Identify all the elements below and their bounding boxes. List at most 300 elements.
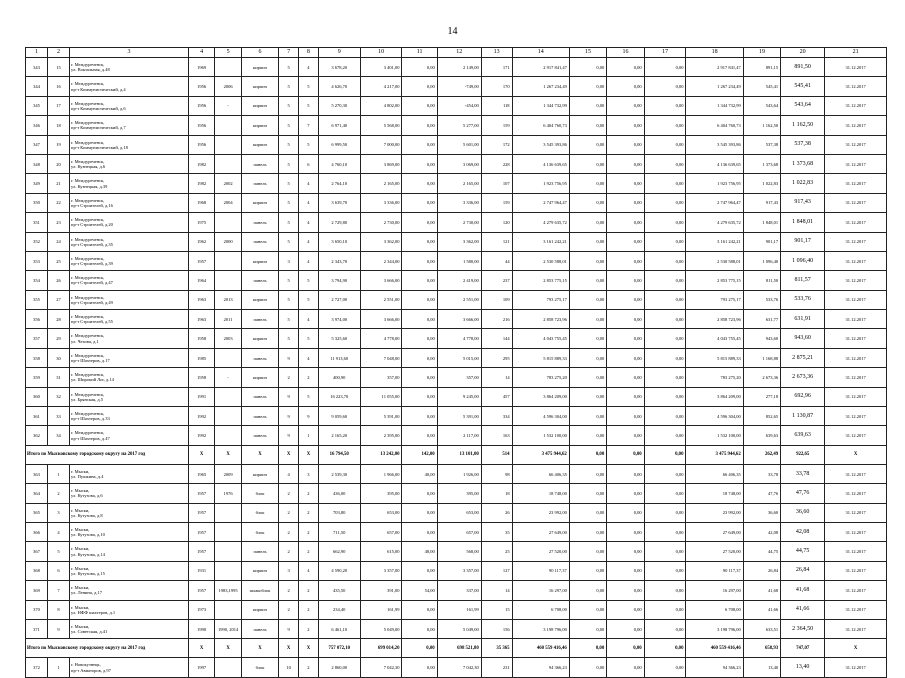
address-city: г. Мыски,	[71, 507, 90, 513]
subtotal-cell: 13 101,00	[437, 445, 481, 464]
table-cell: 31.12.2017	[825, 426, 887, 445]
table-cell: 10	[279, 658, 299, 677]
table-cell: 18 748,00	[686, 484, 743, 503]
table-cell: 7 042,30	[360, 658, 402, 677]
table-cell: 1957	[188, 581, 214, 600]
table-cell	[215, 271, 241, 290]
table-cell: 0,00	[569, 522, 606, 541]
row-index-cell: 15	[48, 58, 70, 77]
address-street: пр-т Строителей, д.20	[71, 222, 113, 228]
table-cell: 0,00	[569, 154, 606, 173]
table-cell: 783 275,20	[686, 368, 743, 387]
table-cell: 2	[299, 542, 319, 561]
table-cell: 6 708,00	[512, 600, 569, 619]
table-cell: 0,00	[607, 271, 644, 290]
table-cell: 1 923 756,95	[686, 174, 743, 193]
table-cell: 0,00	[402, 116, 437, 135]
table-cell: 2	[299, 484, 319, 503]
row-number-cell: 365	[26, 503, 48, 522]
table-cell: 2006	[215, 77, 241, 96]
table-cell: 3 357,00	[437, 561, 481, 580]
column-header: 10	[360, 48, 402, 58]
table-cell: 216	[481, 310, 512, 329]
table-cell: 5 815 889,33	[686, 348, 743, 367]
table-cell: 3 362,00	[437, 232, 481, 251]
table-cell: 2 730,00	[360, 213, 402, 232]
table-cell: 783 275,20	[512, 368, 569, 387]
address-cell	[70, 503, 189, 522]
table-cell: 15	[481, 600, 512, 619]
subtotal-cell: 3 475 944,62	[686, 445, 743, 464]
subtotal-cell: X	[825, 639, 887, 658]
table-cell: 0,00	[644, 542, 686, 561]
address-street: пр-т Коммунистический, д.18	[71, 144, 128, 150]
table-cell: 0,00	[607, 154, 644, 173]
table-cell: 3 666,00	[360, 271, 402, 290]
table-cell: 943,60	[781, 329, 825, 348]
address-city: г. Междуреченск,	[71, 236, 105, 242]
row-number-cell: 343	[26, 58, 48, 77]
address-street: ул. Кузнецкая, д.39	[71, 183, 108, 189]
table-cell: 1968	[188, 193, 214, 212]
table-cell: 2 165,00	[360, 174, 402, 193]
table-cell: 0,00	[569, 193, 606, 212]
table-row	[26, 58, 887, 77]
table-cell: 943,60	[743, 329, 780, 348]
table-cell: 6 999,50	[318, 135, 360, 154]
table-cell: 4 596 304,00	[512, 407, 569, 426]
table-cell: 0,00	[402, 600, 437, 619]
table-cell: 2 165,00	[437, 174, 481, 193]
table-row	[26, 464, 887, 483]
subtotal-cell: 0,00	[644, 639, 686, 658]
table-row	[26, 542, 887, 561]
table-cell: 2 343,70	[318, 251, 360, 270]
subtotal-cell: X	[299, 639, 319, 658]
address-street: пр-т Шахтеров, д.17	[71, 358, 110, 364]
table-cell: 1965	[188, 464, 214, 483]
row-number-cell: 358	[26, 348, 48, 367]
address-street: ул. Кутузова, д.8	[71, 512, 103, 518]
table-cell: 6 708,00	[686, 600, 743, 619]
table-cell: 277,18	[743, 387, 780, 406]
table-cell: 891,15	[743, 58, 780, 77]
table-cell: 2009	[215, 464, 241, 483]
row-index-cell: 33	[48, 407, 70, 426]
table-cell: 4 760,10	[318, 154, 360, 173]
table-cell: 0,00	[569, 600, 606, 619]
table-cell: 0,00	[402, 154, 437, 173]
address-street: ул. Кутузова, д.6	[71, 493, 103, 499]
row-number-cell: 349	[26, 174, 48, 193]
table-cell: 2 853 775,15	[686, 271, 743, 290]
table-cell: 5	[299, 271, 319, 290]
row-number-cell: 354	[26, 271, 48, 290]
table-cell: 1957	[188, 484, 214, 503]
table-cell: 5	[279, 232, 299, 251]
table-row	[26, 232, 887, 251]
table-cell: 1 267 234,49	[686, 77, 743, 96]
subtotal-label: Итого по Мысковскому городскому округу на 2017 год	[26, 445, 189, 464]
table-cell: 2011	[215, 310, 241, 329]
row-index-cell: 22	[48, 193, 70, 212]
table-cell: 1	[299, 426, 319, 445]
table-cell: 0,00	[644, 387, 686, 406]
table-cell: 0,00	[644, 581, 686, 600]
table-cell: 1 096,40	[743, 251, 780, 270]
table-cell: 2 530 588,01	[512, 251, 569, 270]
table-cell: 4 590,20	[318, 561, 360, 580]
table-cell: 0,00	[402, 213, 437, 232]
table-cell: 2	[299, 368, 319, 387]
table-cell: 5	[279, 174, 299, 193]
table-cell: 36,60	[781, 503, 825, 522]
table-cell: 1 344 732,99	[686, 96, 743, 115]
table-cell: 9	[279, 407, 299, 426]
row-index-cell: 5	[48, 542, 70, 561]
table-cell: 0,00	[607, 464, 644, 483]
table-cell: блок	[241, 658, 278, 677]
table-cell: 5 049,00	[360, 619, 402, 638]
table-cell: 31.12.2017	[825, 484, 887, 503]
table-cell: 31.12.2017	[825, 116, 887, 135]
table-cell: 0,00	[569, 581, 606, 600]
column-header: 6	[241, 48, 278, 58]
table-cell: 391,00	[360, 581, 402, 600]
table-cell: 1956	[188, 116, 214, 135]
table-cell: 3 336,00	[437, 193, 481, 212]
table-cell: 3 666,00	[437, 310, 481, 329]
subtotal-cell: X	[299, 445, 319, 464]
address-cell	[70, 154, 189, 173]
address-city: г. Междуреченск,	[71, 391, 105, 397]
table-cell: 33,78	[743, 464, 780, 483]
table-cell: 3 401,00	[360, 58, 402, 77]
table-row	[26, 135, 887, 154]
table-cell: 3 357,00	[360, 561, 402, 580]
row-number-cell: 361	[26, 407, 48, 426]
table-cell: 0,00	[569, 542, 606, 561]
table-cell: 31.12.2017	[825, 407, 887, 426]
table-cell: 4	[299, 348, 319, 367]
row-index-cell: 25	[48, 251, 70, 270]
table-cell: 357,00	[437, 368, 481, 387]
table-cell: 163	[481, 426, 512, 445]
address-city: г. Мыски,	[71, 604, 90, 610]
table-cell: 2 875,21	[781, 348, 825, 367]
table-cell: 545,41	[781, 77, 825, 96]
table-cell: 2 747 964,47	[512, 193, 569, 212]
table-cell: 5 277,00	[437, 116, 481, 135]
table-cell: 657,00	[437, 522, 481, 541]
table-row	[26, 251, 887, 270]
table-cell: блок	[241, 522, 278, 541]
table-cell: 662,90	[318, 542, 360, 561]
table-cell: 533,76	[743, 290, 780, 309]
row-number-cell: 372	[26, 658, 48, 677]
table-cell: 94 366,23	[512, 658, 569, 677]
table-cell: 4 136 639,65	[512, 154, 569, 173]
table-cell: панель	[241, 542, 278, 561]
column-header: 15	[569, 48, 606, 58]
table-cell: кирпич	[241, 116, 278, 135]
table-cell: 0,00	[607, 522, 644, 541]
table-cell: 0,00	[607, 96, 644, 115]
table-cell: 0,00	[644, 426, 686, 445]
row-number-cell: 362	[26, 426, 48, 445]
subtotal-cell: 514	[481, 445, 512, 464]
column-header: 12	[437, 48, 481, 58]
address-street: пр-т Строителей, д.55	[71, 319, 113, 325]
row-index-cell: 2	[48, 484, 70, 503]
table-cell: 891,50	[781, 58, 825, 77]
table-cell: 31.12.2017	[825, 96, 887, 115]
table-cell: -749,00	[437, 77, 481, 96]
table-cell: 6 404 760,73	[686, 116, 743, 135]
table-cell: 0,00	[644, 368, 686, 387]
table-cell: 94 366,23	[686, 658, 743, 677]
table-cell: 5	[279, 116, 299, 135]
table-cell: кирпич	[241, 96, 278, 115]
table-cell	[215, 135, 241, 154]
address-city: г. Мыски,	[71, 623, 90, 629]
table-cell: 31.12.2017	[825, 271, 887, 290]
table-cell: панель	[241, 426, 278, 445]
table-cell: 3 336,00	[360, 193, 402, 212]
table-cell: 0,00	[569, 174, 606, 193]
table-cell: 3 864 209,00	[512, 387, 569, 406]
table-cell: 337,00	[437, 581, 481, 600]
table-cell: 2004	[215, 193, 241, 212]
table-cell: 5 568,00	[360, 116, 402, 135]
table-cell: 615,00	[360, 542, 402, 561]
table-cell: 657,00	[360, 522, 402, 541]
table-cell: 0,00	[607, 503, 644, 522]
subtotal-cell: 698 521,80	[437, 639, 481, 658]
table-cell: 1973	[188, 600, 214, 619]
table-cell: 2 853 775,15	[512, 271, 569, 290]
table-cell: 35	[481, 522, 512, 541]
table-cell: 0,00	[569, 77, 606, 96]
table-row	[26, 348, 887, 367]
table-cell: 2	[279, 542, 299, 561]
table-cell: 9	[279, 426, 299, 445]
table-cell: 1 162,50	[781, 116, 825, 135]
address-street: пр-т Коммунистический, д.7	[71, 125, 126, 131]
table-cell: 692,96	[781, 387, 825, 406]
table-cell: 66 406,35	[512, 464, 569, 483]
table-cell: 2	[279, 503, 299, 522]
table-cell: 0,00	[644, 310, 686, 329]
address-cell	[70, 135, 189, 154]
table-row	[26, 116, 887, 135]
table-cell: 2 364,50	[781, 619, 825, 638]
table-cell: 457	[481, 387, 512, 406]
table-cell: -	[215, 368, 241, 387]
table-cell: 18	[481, 484, 512, 503]
subtotal-row	[26, 639, 887, 658]
subtotal-cell: 699 014,20	[360, 639, 402, 658]
table-cell: 2002	[215, 174, 241, 193]
table-cell: кирпич	[241, 193, 278, 212]
table-cell: 2 730,00	[437, 213, 481, 232]
table-cell: 2 419,00	[437, 271, 481, 290]
table-cell: 5	[299, 329, 319, 348]
table-cell: 2 551,00	[437, 290, 481, 309]
table-cell: 5 325,60	[318, 329, 360, 348]
row-number-cell: 364	[26, 484, 48, 503]
address-city: г. Мыски,	[71, 526, 90, 532]
address-cell	[70, 58, 189, 77]
table-cell: 231	[481, 658, 512, 677]
table-cell: панель	[241, 619, 278, 638]
table-cell: 4 043 755,45	[512, 329, 569, 348]
address-street: ул. Кутузова, д.10	[71, 532, 105, 538]
table-cell: 3 650,10	[318, 232, 360, 251]
table-cell: 2 395,00	[360, 426, 402, 445]
table-cell: 395,00	[437, 484, 481, 503]
address-street: пр-т Коммунистический, д.4	[71, 86, 126, 92]
table-cell: панель	[241, 174, 278, 193]
table-cell: 0,00	[644, 116, 686, 135]
address-cell	[70, 116, 189, 135]
table-cell: 5 391,00	[360, 407, 402, 426]
address-cell	[70, 310, 189, 329]
table-cell: 1 532 100,00	[686, 426, 743, 445]
table-cell: 4	[299, 213, 319, 232]
address-city: г. Междуреченск,	[71, 255, 105, 261]
table-cell: 0,00	[569, 310, 606, 329]
table-cell: 1957	[188, 503, 214, 522]
address-cell	[70, 658, 189, 677]
table-cell: 6	[299, 154, 319, 173]
table-cell: 1964	[188, 271, 214, 290]
table-cell	[215, 522, 241, 541]
table-cell: 543,64	[781, 96, 825, 115]
table-cell: 0,00	[644, 329, 686, 348]
table-cell: 2	[279, 368, 299, 387]
table-cell: 295	[481, 348, 512, 367]
column-header: 13	[481, 48, 512, 58]
table-cell: 436,00	[318, 484, 360, 503]
table-cell: 31.12.2017	[825, 310, 887, 329]
table-cell: 31.12.2017	[825, 290, 887, 309]
table-cell: 36,60	[743, 503, 780, 522]
table-cell: 1992	[188, 426, 214, 445]
address-cell	[70, 407, 189, 426]
table-cell: 1956	[188, 96, 214, 115]
table-row	[26, 581, 887, 600]
table-cell: 2	[279, 484, 299, 503]
subtotal-cell: X	[825, 445, 887, 464]
subtotal-cell: X	[279, 445, 299, 464]
table-cell: 2 673,36	[743, 368, 780, 387]
table-cell: 0,00	[569, 387, 606, 406]
address-city: г. Междуреченск,	[71, 372, 105, 378]
table-cell: 1963	[188, 310, 214, 329]
address-street: ул. Широкий Лог, д.14	[71, 377, 114, 383]
table-cell: 31.12.2017	[825, 542, 887, 561]
column-header: 7	[279, 48, 299, 58]
table-cell	[215, 213, 241, 232]
table-cell: 31.12.2017	[825, 600, 887, 619]
row-index-cell: 28	[48, 310, 70, 329]
table-cell: 0,00	[607, 232, 644, 251]
table-row	[26, 522, 887, 541]
table-cell: 172	[481, 135, 512, 154]
table-row	[26, 600, 887, 619]
address-city: г. Междуреченск,	[71, 217, 105, 223]
table-cell	[215, 387, 241, 406]
table-cell: 0,00	[402, 96, 437, 115]
subtotal-cell: 0,00	[607, 445, 644, 464]
table-cell: 2 165,20	[318, 426, 360, 445]
table-cell: 537,38	[781, 135, 825, 154]
table-cell: 14	[481, 368, 512, 387]
subtotal-cell: 13 242,00	[360, 445, 402, 464]
table-cell: 9	[279, 387, 299, 406]
table-cell: 5	[279, 310, 299, 329]
table-cell: 3	[279, 561, 299, 580]
table-cell: 31.12.2017	[825, 58, 887, 77]
table-cell: 0,00	[644, 348, 686, 367]
address-cell	[70, 251, 189, 270]
table-cell: 228	[481, 154, 512, 173]
table-cell: 0,00	[402, 251, 437, 270]
row-index-cell: 34	[48, 426, 70, 445]
table-cell: 0,00	[644, 135, 686, 154]
table-cell: 793 275,17	[686, 290, 743, 309]
table-cell: 5	[279, 329, 299, 348]
table-cell: 0,00	[644, 251, 686, 270]
subtotal-cell: 460 559 416,46	[512, 639, 569, 658]
header-row	[26, 48, 887, 58]
table-cell: 6 404 760,73	[512, 116, 569, 135]
table-cell: 2 860,00	[318, 658, 360, 677]
table-cell: 0,00	[644, 464, 686, 483]
table-cell: 2	[279, 600, 299, 619]
table-cell	[215, 658, 241, 677]
table-cell: 0,00	[569, 58, 606, 77]
row-index-cell: 3	[48, 503, 70, 522]
table-cell: 4 596 304,00	[686, 407, 743, 426]
table-cell: 18 748,00	[512, 484, 569, 503]
table-cell: 31.12.2017	[825, 387, 887, 406]
column-header: 3	[70, 48, 189, 58]
table-cell: 5	[279, 135, 299, 154]
address-street: ул. Чехова, д.1	[71, 338, 99, 344]
table-cell: 3 639,70	[318, 193, 360, 212]
table-cell: 2	[279, 581, 299, 600]
table-cell: панель	[241, 407, 278, 426]
table-cell	[215, 407, 241, 426]
table-cell: 3	[279, 251, 299, 270]
table-cell: 0,00	[644, 213, 686, 232]
row-number-cell: 363	[26, 464, 48, 483]
row-number-cell: 344	[26, 77, 48, 96]
table-cell: блок	[241, 503, 278, 522]
table-cell: 395,00	[360, 484, 402, 503]
table-cell: 4 279 635,72	[512, 213, 569, 232]
table-cell: 4 043 755,45	[686, 329, 743, 348]
address-street: ул. Брянская, д.5	[71, 396, 103, 402]
table-cell: 5	[299, 135, 319, 154]
address-city: г. Междуреченск,	[71, 197, 105, 203]
table-cell: 1985	[188, 348, 214, 367]
table-cell: 13,40	[781, 658, 825, 677]
table-cell: 31.12.2017	[825, 174, 887, 193]
table-cell: 639,63	[781, 426, 825, 445]
